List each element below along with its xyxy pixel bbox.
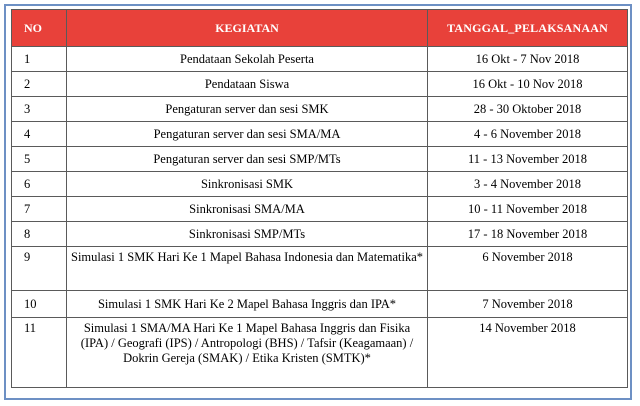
table-row (12, 222, 628, 247)
cell-tanggal: 7 November 2018 (428, 291, 628, 318)
cell-tanggal: 16 Okt - 10 Nov 2018 (428, 72, 628, 97)
cell-kegiatan: Simulasi 1 SMK Hari Ke 1 Mapel Bahasa Indonesia dan Matematika* (67, 247, 428, 291)
cell-no: 8 (12, 222, 67, 247)
cell-kegiatan: Sinkronisasi SMA/MA (67, 197, 428, 222)
cell-kegiatan: Sinkronisasi SMK (67, 172, 428, 197)
cell-kegiatan: Pengaturan server dan sesi SMK (67, 97, 428, 122)
cell-tanggal: 6 November 2018 (428, 247, 628, 291)
table-row (12, 147, 628, 172)
table-row (12, 72, 628, 97)
table-row (12, 172, 628, 197)
table-row (12, 318, 628, 388)
table-row (12, 97, 628, 122)
cell-tanggal: 11 - 13 November 2018 (428, 147, 628, 172)
cell-tanggal: 17 - 18 November 2018 (428, 222, 628, 247)
cell-tanggal: 10 - 11 November 2018 (428, 197, 628, 222)
cell-no: 10 (12, 291, 67, 318)
schedule-table (11, 9, 628, 388)
header-tanggal: TANGGAL_PELAKSANAAN (428, 10, 628, 47)
cell-kegiatan: Sinkronisasi SMP/MTs (67, 222, 428, 247)
cell-kegiatan: Pengaturan server dan sesi SMA/MA (67, 122, 428, 147)
cell-no: 3 (12, 97, 67, 122)
cell-no: 9 (12, 247, 67, 291)
cell-kegiatan: Pendataan Siswa (67, 72, 428, 97)
header-row (12, 10, 628, 47)
cell-no: 7 (12, 197, 67, 222)
cell-no: 1 (12, 47, 67, 72)
cell-tanggal: 3 - 4 November 2018 (428, 172, 628, 197)
cell-tanggal: 4 - 6 November 2018 (428, 122, 628, 147)
table-row (12, 291, 628, 318)
cell-kegiatan: Simulasi 1 SMK Hari Ke 2 Mapel Bahasa Inggris dan IPA* (67, 291, 428, 318)
cell-no: 11 (12, 318, 67, 388)
table-row (12, 47, 628, 72)
table-row (12, 122, 628, 147)
cell-tanggal: 28 - 30 Oktober 2018 (428, 97, 628, 122)
cell-no: 4 (12, 122, 67, 147)
table-row (12, 247, 628, 291)
table-row (12, 197, 628, 222)
header-kegiatan: KEGIATAN (67, 10, 428, 47)
table-frame (4, 4, 632, 400)
cell-no: 2 (12, 72, 67, 97)
cell-tanggal: 16 Okt - 7 Nov 2018 (428, 47, 628, 72)
cell-kegiatan: Simulasi 1 SMA/MA Hari Ke 1 Mapel Bahasa Inggris dan Fisika (IPA) / Geografi (IPS) / Antropologi (BHS) / Tafsir (Keagamaan) / Dokrin Gereja (SMAK) / Etika Kristen (SMTK)* (67, 318, 428, 388)
cell-kegiatan: Pengaturan server dan sesi SMP/MTs (67, 147, 428, 172)
cell-no: 6 (12, 172, 67, 197)
header-no: NO (12, 10, 67, 47)
cell-kegiatan: Pendataan Sekolah Peserta (67, 47, 428, 72)
cell-tanggal: 14 November 2018 (428, 318, 628, 388)
cell-no: 5 (12, 147, 67, 172)
